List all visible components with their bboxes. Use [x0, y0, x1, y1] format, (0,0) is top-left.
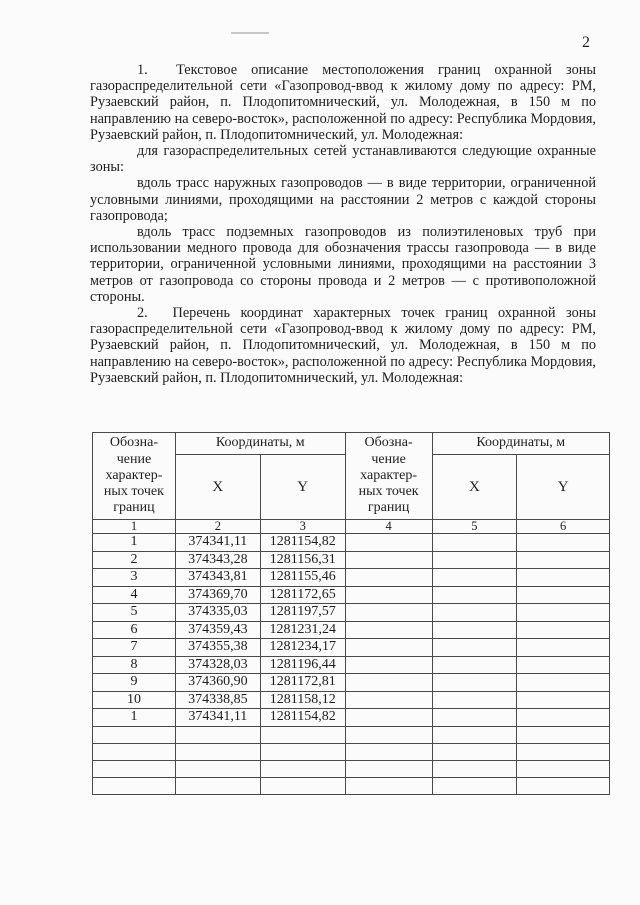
empty-cell — [93, 743, 176, 760]
empty-cell — [432, 569, 517, 587]
x-coordinate-cell: 374341,11 — [175, 709, 260, 727]
table-row — [93, 709, 610, 727]
point-number-cell: 10 — [93, 691, 176, 709]
y-coordinate-cell: 1281196,44 — [260, 656, 345, 674]
y-coordinate-cell: 1281172,65 — [260, 586, 345, 604]
empty-cell — [260, 760, 345, 777]
y-coordinate-cell: 1281231,24 — [260, 621, 345, 639]
y-column-header: Y — [517, 455, 610, 520]
empty-cell — [517, 691, 610, 709]
empty-table-row — [93, 777, 610, 794]
column-number-row — [93, 520, 610, 534]
point-designation-header: Обозна- чение характер- ных точек границ — [345, 433, 432, 520]
table-row — [93, 674, 610, 692]
scan-artifact — [231, 32, 269, 34]
empty-cell — [432, 726, 517, 743]
y-coordinate-cell: 1281154,82 — [260, 534, 345, 552]
point-number-cell: 8 — [93, 656, 176, 674]
x-coordinate-cell: 374343,81 — [175, 569, 260, 587]
empty-cell — [432, 777, 517, 794]
y-coordinate-cell: 1281154,82 — [260, 709, 345, 727]
table-row — [93, 569, 610, 587]
empty-cell — [175, 743, 260, 760]
table-row — [93, 586, 610, 604]
y-coordinate-cell: 1281156,31 — [260, 551, 345, 569]
empty-cell — [517, 777, 610, 794]
table-header-row — [93, 433, 610, 455]
paragraph-protection-zones-intro: для газораспределительных сетей устанавливаются следующие охранные зоны: — [90, 143, 596, 176]
empty-cell — [517, 621, 610, 639]
column-number: 3 — [260, 520, 345, 534]
coordinates-header: Координаты, м — [432, 433, 609, 455]
x-coordinate-cell: 374343,28 — [175, 551, 260, 569]
empty-table-row — [93, 726, 610, 743]
x-coordinate-cell: 374338,85 — [175, 691, 260, 709]
empty-cell — [517, 760, 610, 777]
table-body — [93, 534, 610, 795]
empty-cell — [345, 709, 432, 727]
table-row — [93, 639, 610, 657]
empty-cell — [345, 534, 432, 552]
x-column-header: X — [432, 455, 517, 520]
empty-table-row — [93, 743, 610, 760]
empty-cell — [517, 534, 610, 552]
point-designation-header: Обозна- чение характер- ных точек границ — [93, 433, 176, 520]
empty-cell — [260, 726, 345, 743]
empty-cell — [93, 760, 176, 777]
empty-cell — [345, 674, 432, 692]
empty-cell — [517, 674, 610, 692]
point-number-cell: 2 — [93, 551, 176, 569]
empty-cell — [93, 726, 176, 743]
empty-cell — [432, 674, 517, 692]
column-number: 6 — [517, 520, 610, 534]
empty-cell — [432, 639, 517, 657]
coordinates-table — [92, 432, 610, 795]
empty-cell — [432, 760, 517, 777]
empty-cell — [175, 760, 260, 777]
empty-cell — [345, 586, 432, 604]
column-number: 4 — [345, 520, 432, 534]
empty-cell — [432, 656, 517, 674]
empty-cell — [517, 569, 610, 587]
table-row — [93, 551, 610, 569]
empty-cell — [432, 691, 517, 709]
y-coordinate-cell: 1281158,12 — [260, 691, 345, 709]
empty-cell — [345, 777, 432, 794]
table-row — [93, 656, 610, 674]
y-coordinate-cell: 1281155,46 — [260, 569, 345, 587]
paragraph-external-pipelines: вдоль трасс наружных газопроводов — в виде территории, ограниченной условными линиями, проходящими на расстоянии 2 метров с каждой стороны газопровода; — [90, 175, 596, 224]
empty-cell — [517, 551, 610, 569]
point-number-cell: 1 — [93, 534, 176, 552]
empty-cell — [345, 604, 432, 622]
y-column-header: Y — [260, 455, 345, 520]
empty-cell — [432, 604, 517, 622]
column-number: 2 — [175, 520, 260, 534]
empty-cell — [517, 604, 610, 622]
empty-cell — [345, 743, 432, 760]
empty-cell — [345, 691, 432, 709]
empty-cell — [345, 726, 432, 743]
x-coordinate-cell: 374360,90 — [175, 674, 260, 692]
table-row — [93, 691, 610, 709]
empty-cell — [517, 709, 610, 727]
point-number-cell: 5 — [93, 604, 176, 622]
x-coordinate-cell: 374335,03 — [175, 604, 260, 622]
point-number-cell: 1 — [93, 709, 176, 727]
empty-cell — [175, 777, 260, 794]
empty-cell — [517, 743, 610, 760]
empty-cell — [345, 656, 432, 674]
page-number: 2 — [582, 34, 590, 51]
paragraph-coordinates-list: 2. Перечень координат характерных точек границ охранной зоны газораспределительной сети «Газопровод-ввод к жилому дому по адресу: РМ, Рузаевский район, п. Плодопитомнический, ул. Молодежная, в 150 м по направлению на северо-восток», расположенной по адресу: Республика Мордовия, Рузаевский район, п. Плодопитомнический, ул. Молодежная: — [90, 305, 596, 386]
empty-cell — [432, 743, 517, 760]
table-row — [93, 534, 610, 552]
empty-cell — [517, 639, 610, 657]
paragraph-underground-pipelines: вдоль трасс подземных газопроводов из полиэтиленовых труб при использовании медного провода для обозначения трассы газопровода — в виде территории, ограниченной условными линиями, проходящими на расстоянии 3 метров от газопровода со стороны провода и 2 метров — с противоположной стороны. — [90, 224, 596, 305]
x-coordinate-cell: 374359,43 — [175, 621, 260, 639]
y-coordinate-cell: 1281172,81 — [260, 674, 345, 692]
empty-cell — [345, 639, 432, 657]
empty-cell — [260, 743, 345, 760]
point-number-cell: 6 — [93, 621, 176, 639]
empty-cell — [517, 726, 610, 743]
point-number-cell: 4 — [93, 586, 176, 604]
empty-cell — [345, 569, 432, 587]
empty-cell — [345, 760, 432, 777]
empty-cell — [517, 586, 610, 604]
empty-cell — [345, 621, 432, 639]
coordinates-header: Координаты, м — [175, 433, 345, 455]
empty-cell — [432, 621, 517, 639]
point-number-cell: 3 — [93, 569, 176, 587]
point-number-cell: 7 — [93, 639, 176, 657]
paragraph-text-description: 1. Текстовое описание местоположения границ охранной зоны газораспределительной сети «Газопровод-ввод к жилому дому по адресу: РМ, Рузаевский район, п. Плодопитомнический, ул. Молодежная, в 150 м по направлению на северо-восток», расположенной по адресу: Республика Мордовия, Рузаевский район, п. Плодопитомнический, ул. Молодежная: — [90, 62, 596, 143]
empty-cell — [432, 551, 517, 569]
column-number: 1 — [93, 520, 176, 534]
column-number: 5 — [432, 520, 517, 534]
table-row — [93, 621, 610, 639]
x-coordinate-cell: 374341,11 — [175, 534, 260, 552]
empty-cell — [432, 709, 517, 727]
empty-cell — [517, 656, 610, 674]
table-row — [93, 604, 610, 622]
x-coordinate-cell: 374328,03 — [175, 656, 260, 674]
empty-cell — [175, 726, 260, 743]
empty-cell — [432, 534, 517, 552]
x-coordinate-cell: 374369,70 — [175, 586, 260, 604]
empty-table-row — [93, 760, 610, 777]
empty-cell — [345, 551, 432, 569]
y-coordinate-cell: 1281234,17 — [260, 639, 345, 657]
body-text — [90, 62, 596, 386]
empty-cell — [260, 777, 345, 794]
point-number-cell: 9 — [93, 674, 176, 692]
empty-cell — [432, 586, 517, 604]
x-column-header: X — [175, 455, 260, 520]
x-coordinate-cell: 374355,38 — [175, 639, 260, 657]
y-coordinate-cell: 1281197,57 — [260, 604, 345, 622]
empty-cell — [93, 777, 176, 794]
